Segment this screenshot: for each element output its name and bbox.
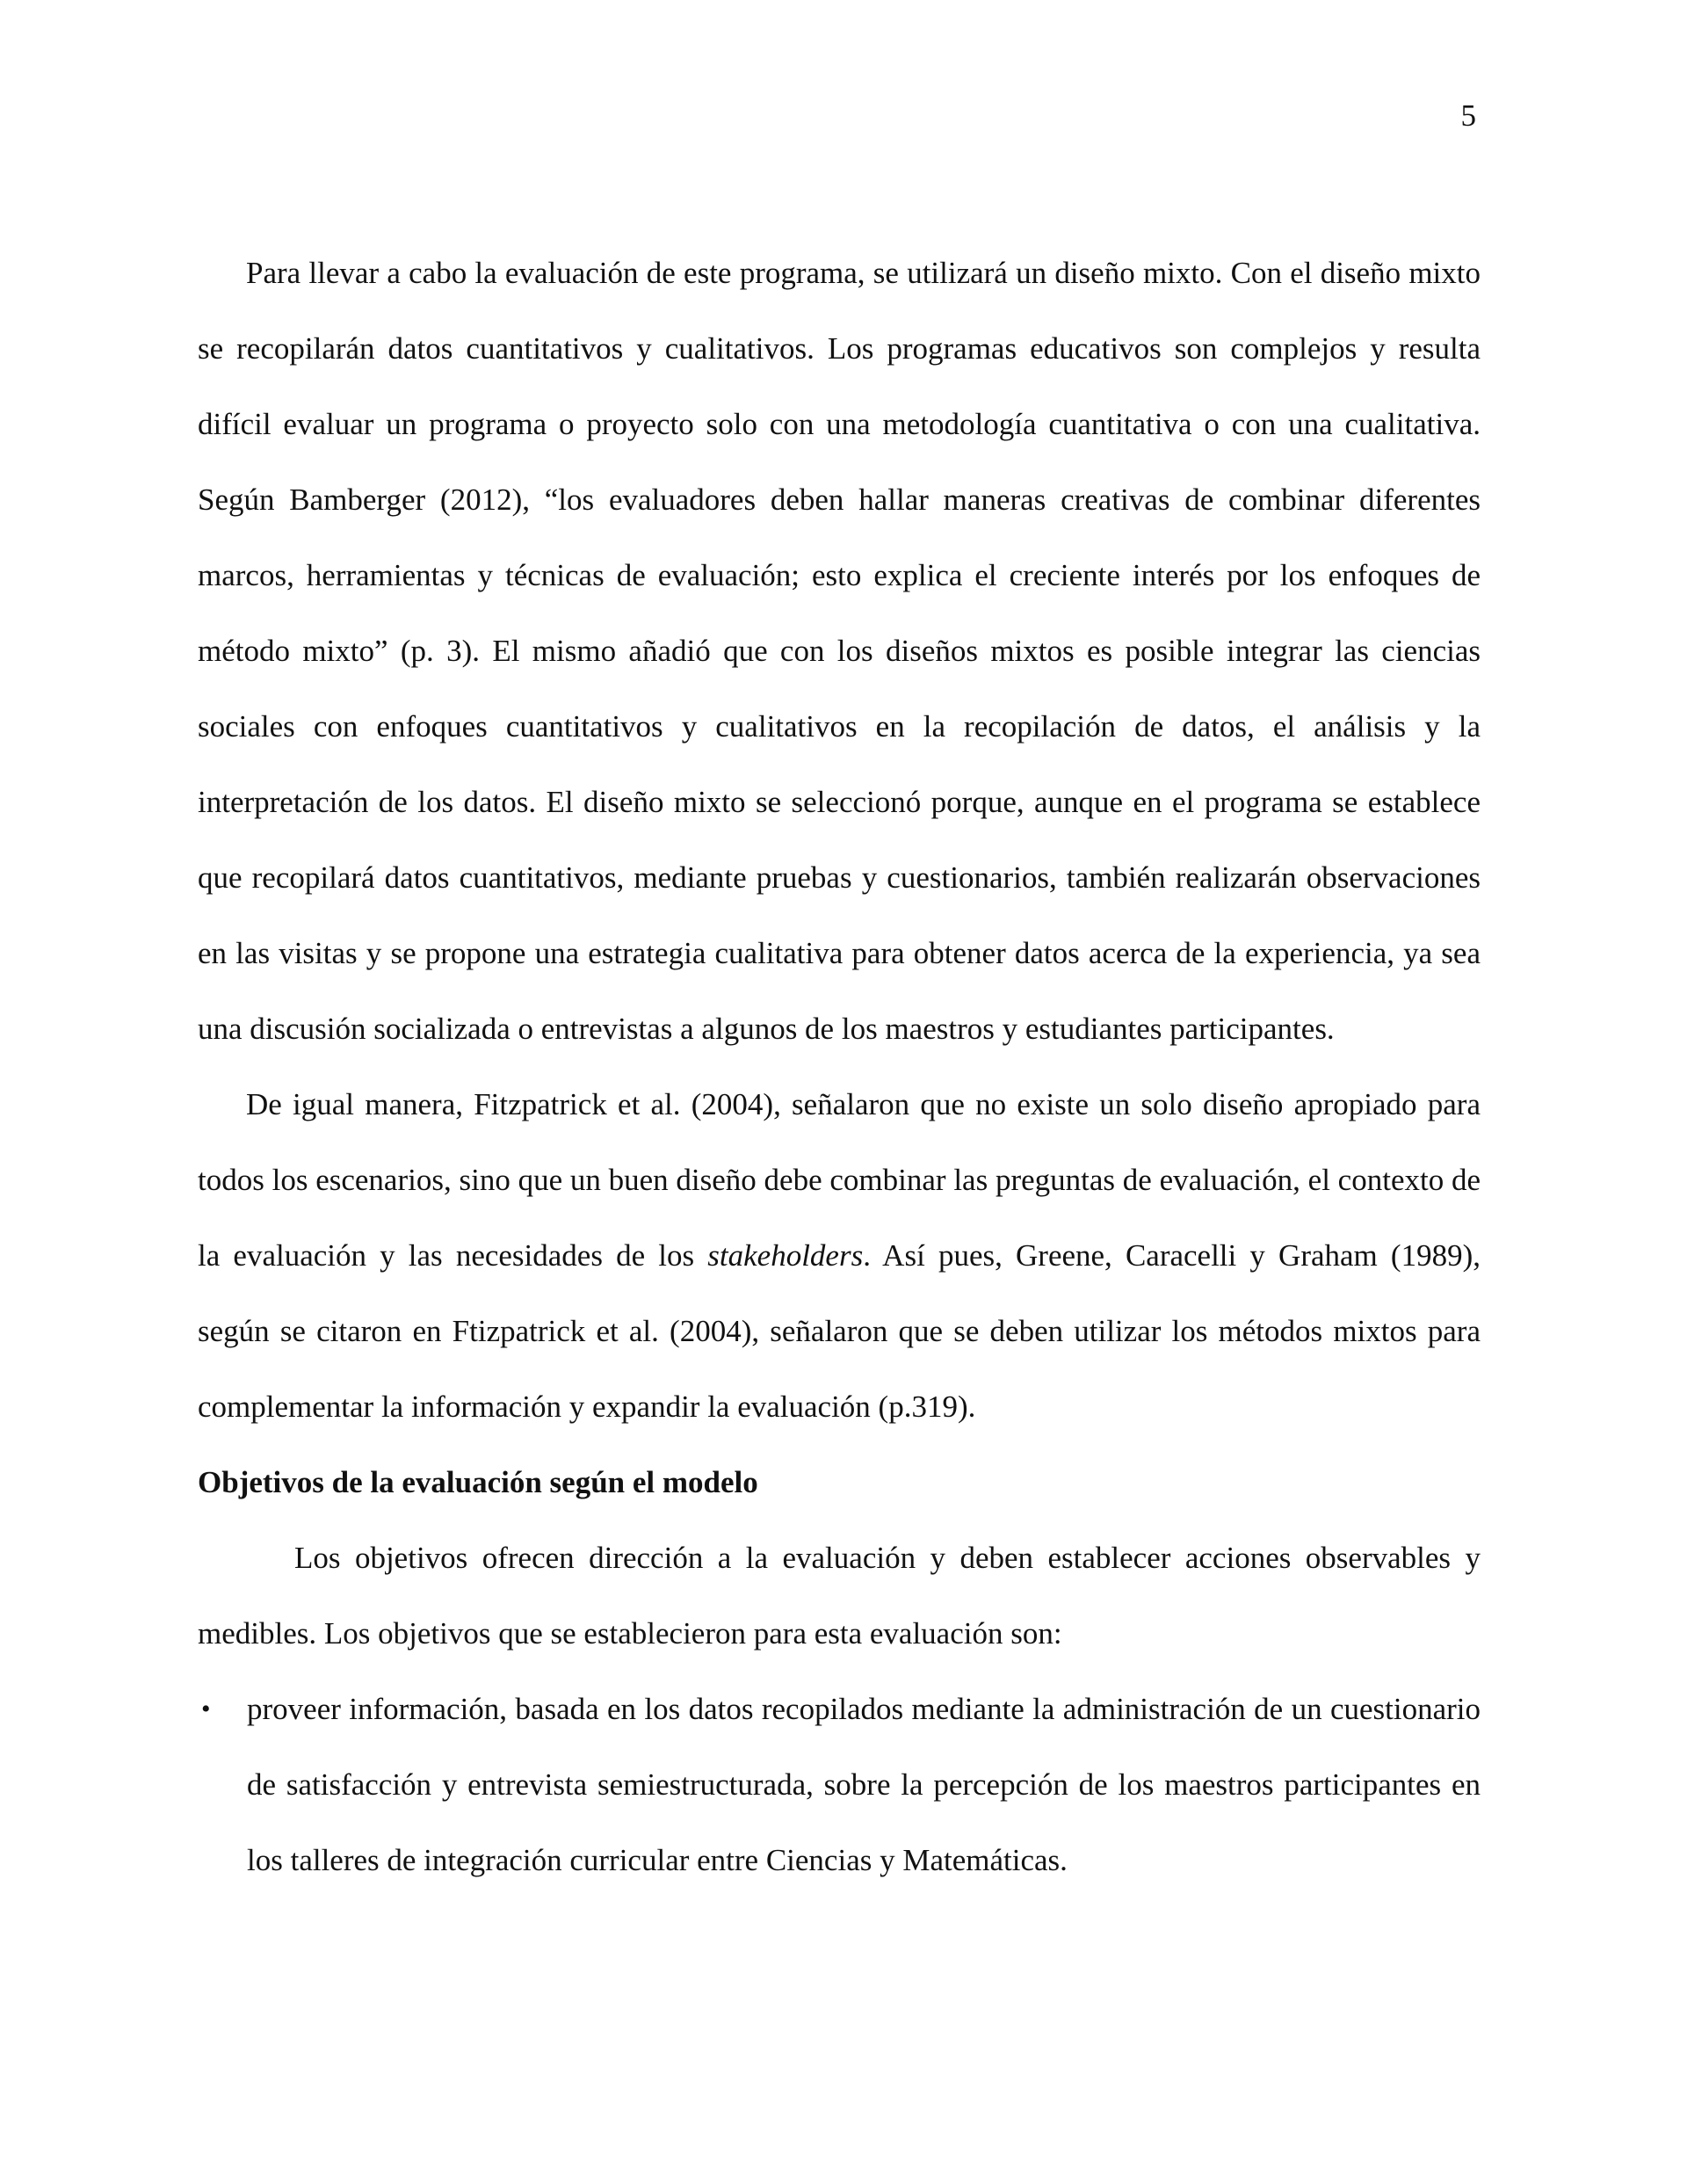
- paragraph-fitzpatrick: [198, 1067, 1481, 1445]
- stakeholders-term: stakeholders: [707, 1238, 864, 1273]
- paragraph-objectives-intro: Los objetivos ofrecen dirección a la evaluación y deben establecer acciones observables y medibles. Los objetivos que se establecieron para esta evaluación son:: [198, 1541, 1481, 1651]
- objectives-list: [198, 1672, 1481, 1898]
- list-item: [198, 1672, 1481, 1898]
- section-heading-objectives: Objetivos de la evaluación según el modelo: [198, 1465, 758, 1499]
- paragraph-fitzpatrick-text-end: . Así pues, Greene, Caracelli y Graham (1989), según se citaron en Ftizpatrick et al. (2004), señalaron que se deben utilizar los métodos mixtos para complementar la información y expandir la evaluación (p.319).: [198, 1238, 1481, 1424]
- page-number: 5: [1460, 98, 1476, 133]
- paragraph-mixed-design: Para llevar a cabo la evaluación de este programa, se utilizará un diseño mixto. Con el diseño mixto se recopilarán datos cuantitativos y cualitativos. Los programas educativos son complejos y resulta difícil evaluar un programa o proyecto solo con una metodología cuantitativa o con una cualitativa. Según Bamberger (2012), “los evaluadores deben hallar maneras creativas de combinar diferentes marcos, herramientas y técnicas de evaluación; esto explica el creciente interés por los enfoques de método mixto” (p. 3). El mismo añadió que con los diseños mixtos es posible integrar las ciencias sociales con enfoques cuantitativos y cualitativos en la recopilación de datos, el análisis y la interpretación de los datos. El diseño mixto se seleccionó porque, aunque en el programa se establece que recopilará datos cuantitativos, mediante pruebas y cuestionarios, también realizarán observaciones en las visitas y se propone una estrategia cualitativa para obtener datos acerca de la experiencia, ya sea una discusión socializada o entrevistas a algunos de los maestros y estudiantes participantes.: [198, 256, 1481, 1046]
- bullet-icon: •: [201, 1694, 211, 1723]
- document-body: [198, 236, 1481, 1898]
- paragraph-fitzpatrick-text-start: De igual manera, Fitzpatrick et al. (2004), señalaron que no existe un solo diseño apropiado para todos los escenarios, sino que un buen diseño debe combinar las preguntas de evaluación, el contexto de la evaluación y las necesidades de los: [198, 1087, 1481, 1273]
- list-item-text: proveer información, basada en los datos recopilados mediante la administración de un cuestionario de satisfacción y entrevista semiestructurada, sobre la percepción de los maestros participantes en los talleres de integración curricular entre Ciencias y Matemáticas.: [247, 1692, 1481, 1877]
